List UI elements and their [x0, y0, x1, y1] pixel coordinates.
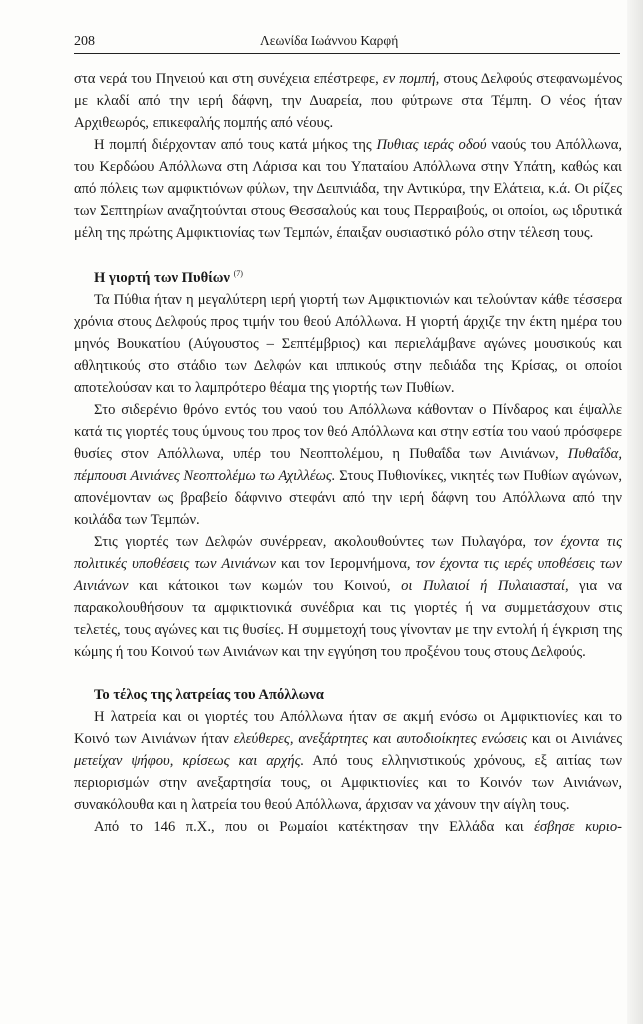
- text-run: στα νερά του Πηνειού και στη συνέχεια επέστρεφε,: [74, 71, 383, 87]
- heading-text: Η γιορτή των Πυθίων: [94, 270, 230, 286]
- text-run: Η λατρεία και οι γιορτές του Απόλλωνα ήταν σε ακμή ενόσω οι Αμφικτιονίες και το Κοινό των Αινιάνων ήταν: [74, 709, 622, 747]
- running-head: Λεωνίδα Ιωάννου Καρφή: [260, 33, 399, 48]
- text-run: Στις γιορτές των Δελφών συνέρρεαν, ακολουθούντες των Πυλαγόρα,: [94, 534, 534, 550]
- page-edge: [627, 0, 643, 1024]
- italic-run: Πυθαΐδα, πέμπουσι Αινιάνες Νεοπτολέμω τω Αχιλλέως.: [74, 446, 622, 484]
- section-heading-end-of-worship: Το τέλος της λατρείας του Απόλλωνα: [94, 687, 324, 703]
- text-run: και κάτοικοι των κωμών του Κοινού,: [128, 578, 402, 594]
- italic-run: τον έχοντα τις ιερές υποθέσεις των Αινιάνων: [74, 556, 622, 594]
- italic-run: οι Πυλαιοί ή Πυλαιασταί,: [401, 578, 569, 594]
- text-run: και τον Ιερομνήμονα,: [275, 556, 416, 572]
- page-header: [74, 31, 620, 54]
- text-run: Στο σιδερένιο θρόνο εντός του ναού του Απόλλωνα κάθονταν ο Πίνδαρος και έψαλλε κατά τις γιορτές τους ύμνους του προς τον θεό Απόλλωνα και στην εστία του ναού πρόσφερε θυσίες στον Απόλλωνα, υπέρ του Νεοπτολέμου, η Πυθαΐδα των Αινιάνων,: [74, 402, 622, 462]
- paragraph-6: [74, 706, 622, 816]
- paragraph-4: [74, 399, 622, 531]
- text-run: Από τους ελληνιστικούς χρόνους, εξ αιτίας των περιορισμών στην ανεξαρτησία τους, οι Αμφικτιονίες και το Κοινόν των Αινιάνων, συνακόλουθα και η λατρεία του θεού Απόλλωνα, άρχισαν να χάνουν την αίγλη τους.: [74, 753, 622, 813]
- italic-run: μετείχαν ψήφου, κρίσεως και αρχής.: [74, 753, 305, 769]
- italic-run: έσβησε κυριο-: [534, 819, 622, 835]
- italic-run: τον έχοντα τις πολιτικές υποθέσεις των Αινιάνων: [74, 534, 622, 572]
- section-heading-pythia: [74, 263, 622, 289]
- italic-run: εν πομπή,: [382, 71, 440, 87]
- paragraph-5: [74, 531, 622, 663]
- paragraph-2: [74, 134, 622, 244]
- paragraph-7: [74, 816, 622, 838]
- page-body: [74, 68, 622, 838]
- text-run: ναούς του Απόλλωνα, του Κερδώου Απόλλωνα στη Λάρισα και του Υπαταίου Απόλλωνα στην Υπάτη, καθώς και από πόλεις των αμφικτιόνων φύλων, την Δειπνιάδα, την Αντικύρα, την Ελάτεια, κ.ά. Οι ρίζες των Σεπτηρίων αναζητούνται στους Θεσσαλούς και τους Περραιβούς, οι οποίοι, ως ιδρυτικά μέλη της πρώτης Αμφικτιονίας των Τεμπών, έπαιξαν ουσιαστικό ρόλο στην τέλεση τους.: [74, 137, 622, 241]
- paragraph-3: Τα Πύθια ήταν η μεγαλύτερη ιερή γιορτή των Αμφικτιονιών και τελούνταν κάθε τέσσερα χρόνια στους Δελφούς προς τιμήν του θεού Απόλλωνα. Η γιορτή άρχιζε την έκτη ημέρα του μηνός Βουκατίου (Αύγουστος – Σεπτέμβριος) και περιελάμβανε αγώνες μουσικούς και αθλητικούς στο στάδιο των Δελφών και ιππικούς στην πεδιάδα της Κρίσας, οι οποίοι αποτελούσαν και το λαμπρότερο θέαμα της γιορτής των Πυθίων.: [74, 292, 622, 396]
- italic-run: Πυθιας ιεράς οδού: [376, 137, 487, 153]
- text-run: Από το 146 π.Χ., που οι Ρωμαίοι κατέκτησαν την Ελλάδα και: [94, 819, 535, 835]
- text-run: Η πομπή διέρχονταν από τους κατά μήκος της: [94, 137, 377, 153]
- italic-run: ελεύθερες, ανεξάρτητες και αυτοδιοίκητες ενώσεις: [233, 731, 527, 747]
- text-run: για να παρακολουθήσουν τα αμφικτιονικά συνέδρια και τις γιορτές ή να συμμετάσχουν στις τελετές, τους αγώνες και τις θυσίες. Η συμμετοχή τους γίνονταν με την εντολή ή έγκριση της κώμης ή του Κοινού των Αινιάνων και την εγγύηση του προξένου τους στους Δελφούς.: [74, 578, 622, 660]
- text-run: στους Δελφούς στεφανωμένος με κλαδί από την ιερή δάφνη, την Δυαρεία, που φύτρωνε στα Τέμπη. Ο νέος ήταν Αρχιθεωρός, επικεφαλής πομπής από νέους.: [74, 71, 622, 131]
- footnote-ref: (7): [233, 269, 243, 278]
- text-run: Στους Πυθιονίκες, νικητές των Πυθίων αγώνων, απονέμονταν ως βραβείο δάφνινο στεφάνι από την ιερή δάφνη του Απόλλωνα από την κοιλάδα των Τεμπών.: [74, 468, 622, 528]
- page-number: 208: [74, 34, 95, 49]
- text-run: και οι Αινιάνες: [526, 731, 622, 747]
- paragraph-1: [74, 68, 622, 134]
